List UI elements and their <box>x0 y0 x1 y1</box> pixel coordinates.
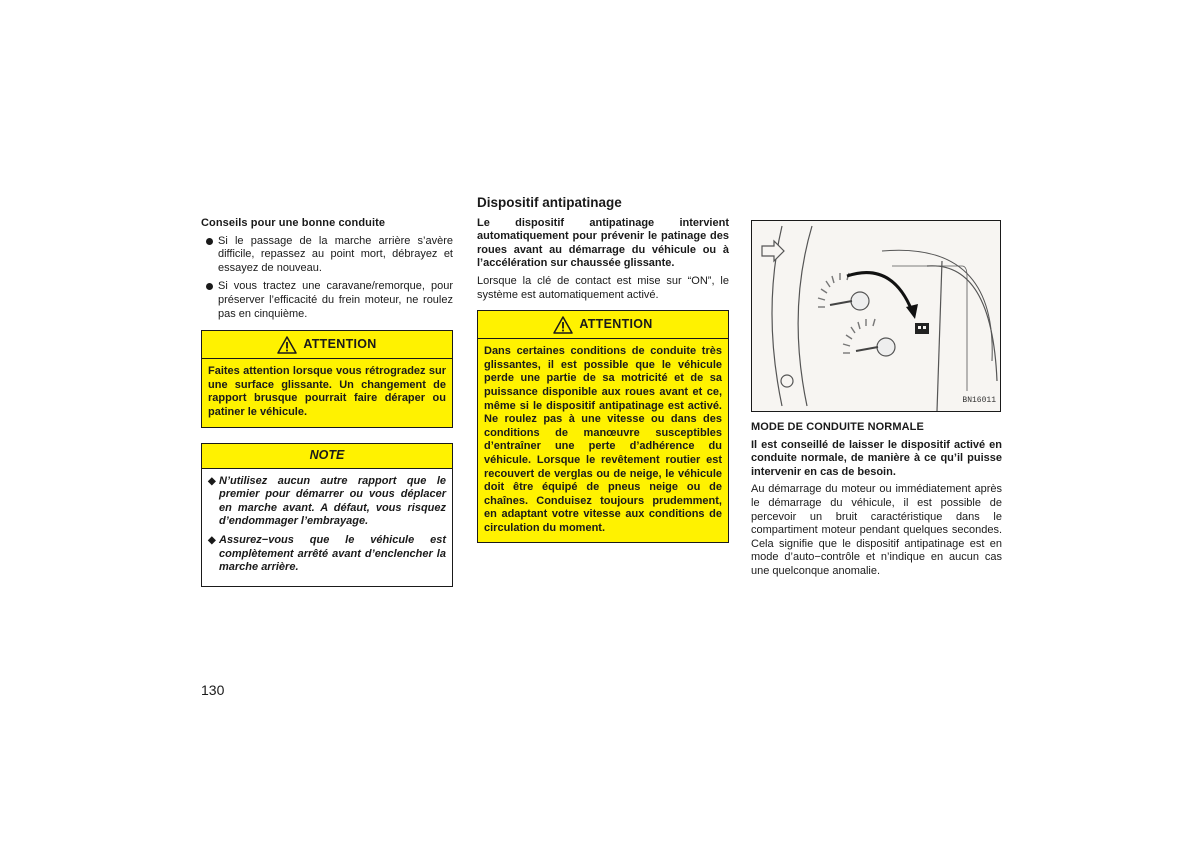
normal-mode-heading: MODE DE CONDUITE NORMALE <box>751 421 924 433</box>
traction-control-indicator-icon <box>915 323 929 334</box>
attention-header <box>202 331 452 359</box>
bullet-icon <box>206 283 213 290</box>
list-item: ◆ N’utilisez aucun autre rapport que le premier pour démarrer ou vous déplacer en marche avant. A défaut, vous risquez d’endommager l’embrayage. <box>208 474 446 528</box>
note-box <box>201 443 453 587</box>
normal-mode-bold-paragraph: Il est conseillé de laisser le dispositif activé en conduite normale, de manière à ce qu’il puisse intervenir en cas de besoin. <box>751 438 1002 478</box>
instrument-cluster-figure <box>751 220 1001 412</box>
attention-box <box>477 310 729 543</box>
intro-bold-paragraph: Le dispositif antipatinage intervient automatiquement pour prévenir le patinage des roues avant au démarrage du véhicule ou à l’accélération sur chaussée glissante. <box>477 216 729 270</box>
middle-column <box>477 196 729 543</box>
list-item: Si le passage de la marche arrière s’avère difficile, repassez au point mort, débrayez et essayez de nouveau. <box>201 235 453 276</box>
warning-triangle-icon <box>277 336 297 354</box>
diamond-bullet-icon: ◆ <box>208 475 216 487</box>
left-column <box>201 217 453 587</box>
list-item: ◆ Assurez−vous que le véhicule est complètement arrêté avant d’enclencher la marche arrière. <box>208 533 446 574</box>
driving-tips-heading: Conseils pour une bonne conduite <box>201 217 386 229</box>
warning-triangle-icon <box>553 316 573 334</box>
upper-gauge <box>818 273 869 310</box>
note-body <box>202 469 452 586</box>
driving-tips-list <box>201 235 453 322</box>
attention-text: Faites attention lorsque vous rétrogradez sur une surface glissante. Un changement de rapport brusque pourrait faire déraper ou patiner le véhicule. <box>208 365 446 418</box>
lower-gauge <box>843 319 895 356</box>
attention-text: Dans certaines conditions de conduite très glissantes, il est possible que le véhicule perde une partie de sa motricité et de sa puissance disponible aux roues avant et ce, même si le dispositif antipatinage est activé. Ne roulez pas à une vitesse ou dans des conditions de manœuvre susceptibles d’entraîner une perte d’adhérence du véhicule. Lorsque le revêtement routier est recouvert de verglas ou de neige, le véhicule doit être équipé de pneus neige ou de chaînes. Conduisez toujours prudemment, en adaptant votre vitesse aux conditions de circulation du moment. <box>484 345 722 534</box>
page-number: 130 <box>201 682 225 698</box>
attention-label: ATTENTION <box>579 316 653 331</box>
figure-code: BN16011 <box>962 396 996 406</box>
section-title: Dispositif antipatinage <box>477 195 622 210</box>
bullet-icon <box>206 238 213 245</box>
instrument-cluster-illustration <box>752 221 1000 411</box>
normal-mode-paragraph: Au démarrage du moteur ou immédiatement après le démarrage du véhicule, il est possible de percevoir un bruit caractéristique dans le compartiment moteur pendant quelques secondes. Cela signifie que le dispositif antipatinage est en mode d’auto−contrôle et n’indique en aucun cas une quelconque anomalie. <box>751 483 1002 577</box>
attention-header <box>478 311 728 339</box>
right-column <box>751 220 1002 583</box>
list-item: Si vous tractez une caravane/remorque, pour préserver l’efficacité du frein moteur, ne roulez pas en cinquième. <box>201 280 453 321</box>
attention-label: ATTENTION <box>303 336 377 351</box>
diamond-bullet-icon: ◆ <box>208 534 216 546</box>
attention-box <box>201 330 453 427</box>
note-header: NOTE <box>202 444 452 469</box>
intro-paragraph: Lorsque la clé de contact est mise sur “ON”, le système est automatiquement activé. <box>477 274 729 301</box>
